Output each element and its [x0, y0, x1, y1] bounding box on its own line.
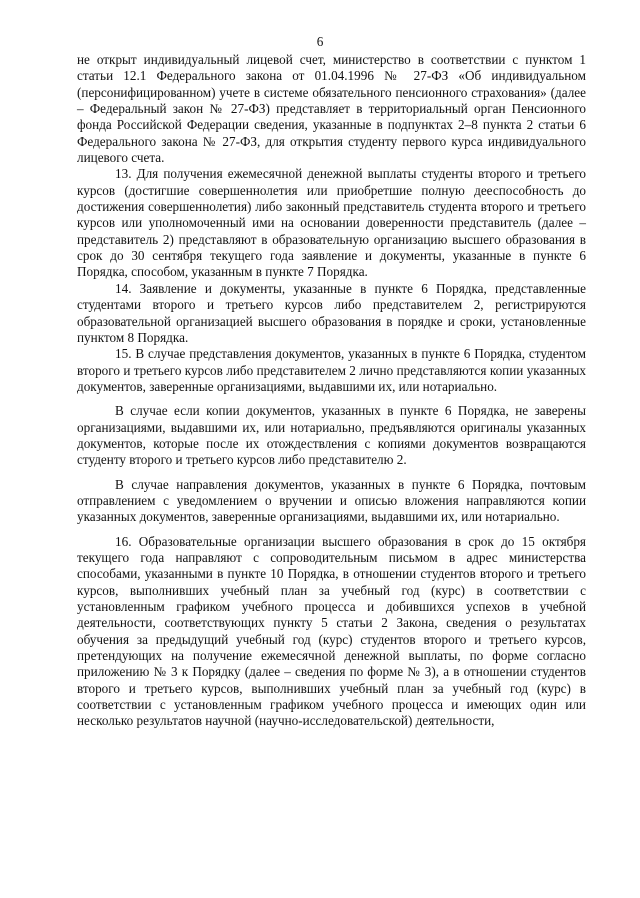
- page-number: 6: [316, 34, 324, 49]
- paragraph-item-15: 15. В случае представления документов, указанных в пункте 6 Порядка, студентом второго и третьего курсов либо представителем 2 лично представляются копии указанных документов, заверенные организациями, выдавшими их, или нотариально.: [77, 346, 586, 394]
- paragraph-item-13: 13. Для получения ежемесячной денежной выплаты студенты второго и третьего курсов (достигшие совершеннолетия или приобретшие полную дееспособность до достижения совершеннолетия) либо законный представитель студента второго и третьего курсов или уполномоченный ими на основании доверенности представитель (далее – представитель 2) представляют в образовательную организацию высшего образования в срок до 30 сентября текущего года заявление и документы, указанные в пункте 6 Порядка, способом, указанным в пункте 7 Порядка.: [77, 166, 586, 280]
- paragraph-item-16: 16. Образовательные организации высшего образования в срок до 15 октября текущего года направляют с сопроводительным письмом в адрес министерства способами, указанными в пункте 10 Порядка, в отношении студентов второго и третьего курсов, выполнивших учебный план за учебный год (курс) в соответствии с установленным графиком учебного процесса и добившихся успехов в учебной деятельности, соответствующих пункту 5 статьи 2 Закона, сведения о результатах обучения за предыдущий учебный год (курс) студентов второго и третьего курсов, претендующих на получение ежемесячной денежной выплаты, по форме согласно приложению № 3 к Порядку (далее – сведения по форме № 3), а в отношении студентов второго и третьего курсов, выполнивших учебный план за учебный год (курс) в соответствии с установленным графиком учебного процесса и имеющих один или несколько результатов научной (научно-исследовательской) деятельности,: [77, 533, 586, 729]
- paragraph-item-15-mail: В случае направления документов, указанных в пункте 6 Порядка, почтовым отправлением с уведомлением о вручении и описью вложения направляются копии указанных документов, заверенные организациями, выдавшими их, или нотариально.: [77, 476, 586, 525]
- paragraph-item-14: 14. Заявление и документы, указанные в пункте 6 Порядка, представленные студентами второго и третьего курсов либо представителем 2, регистрируются образовательной организацией высшего образования в порядке и сроки, установленные пунктом 8 Порядка.: [77, 280, 586, 345]
- paragraph-item-15-copies: В случае если копии документов, указанных в пункте 6 Порядка, не заверены организациями, выдавшими их, или нотариально, предъявляются оригиналы указанных документов, которые после их отождествления с копиями документов возвращаются студенту второго и третьего курсов либо представителю 2.: [77, 403, 586, 468]
- document-body: [77, 52, 586, 730]
- paragraph-continuation: не открыт индивидуальный лицевой счет, министерство в соответствии с пунктом 1 статьи 12.1 Федерального закона от 01.04.1996 № 27-ФЗ «Об индивидуальном (персонифицированном) учете в системе обязательного пенсионного страхования» (далее – Федеральный закон № 27-ФЗ) представляет в территориальный орган Пенсионного фонда Российской Федерации сведения, указанные в подпунктах 2–8 пункта 2 статьи 6 Федерального закона № 27-ФЗ, для открытия студенту первого курса индивидуального лицевого счета.: [77, 52, 586, 166]
